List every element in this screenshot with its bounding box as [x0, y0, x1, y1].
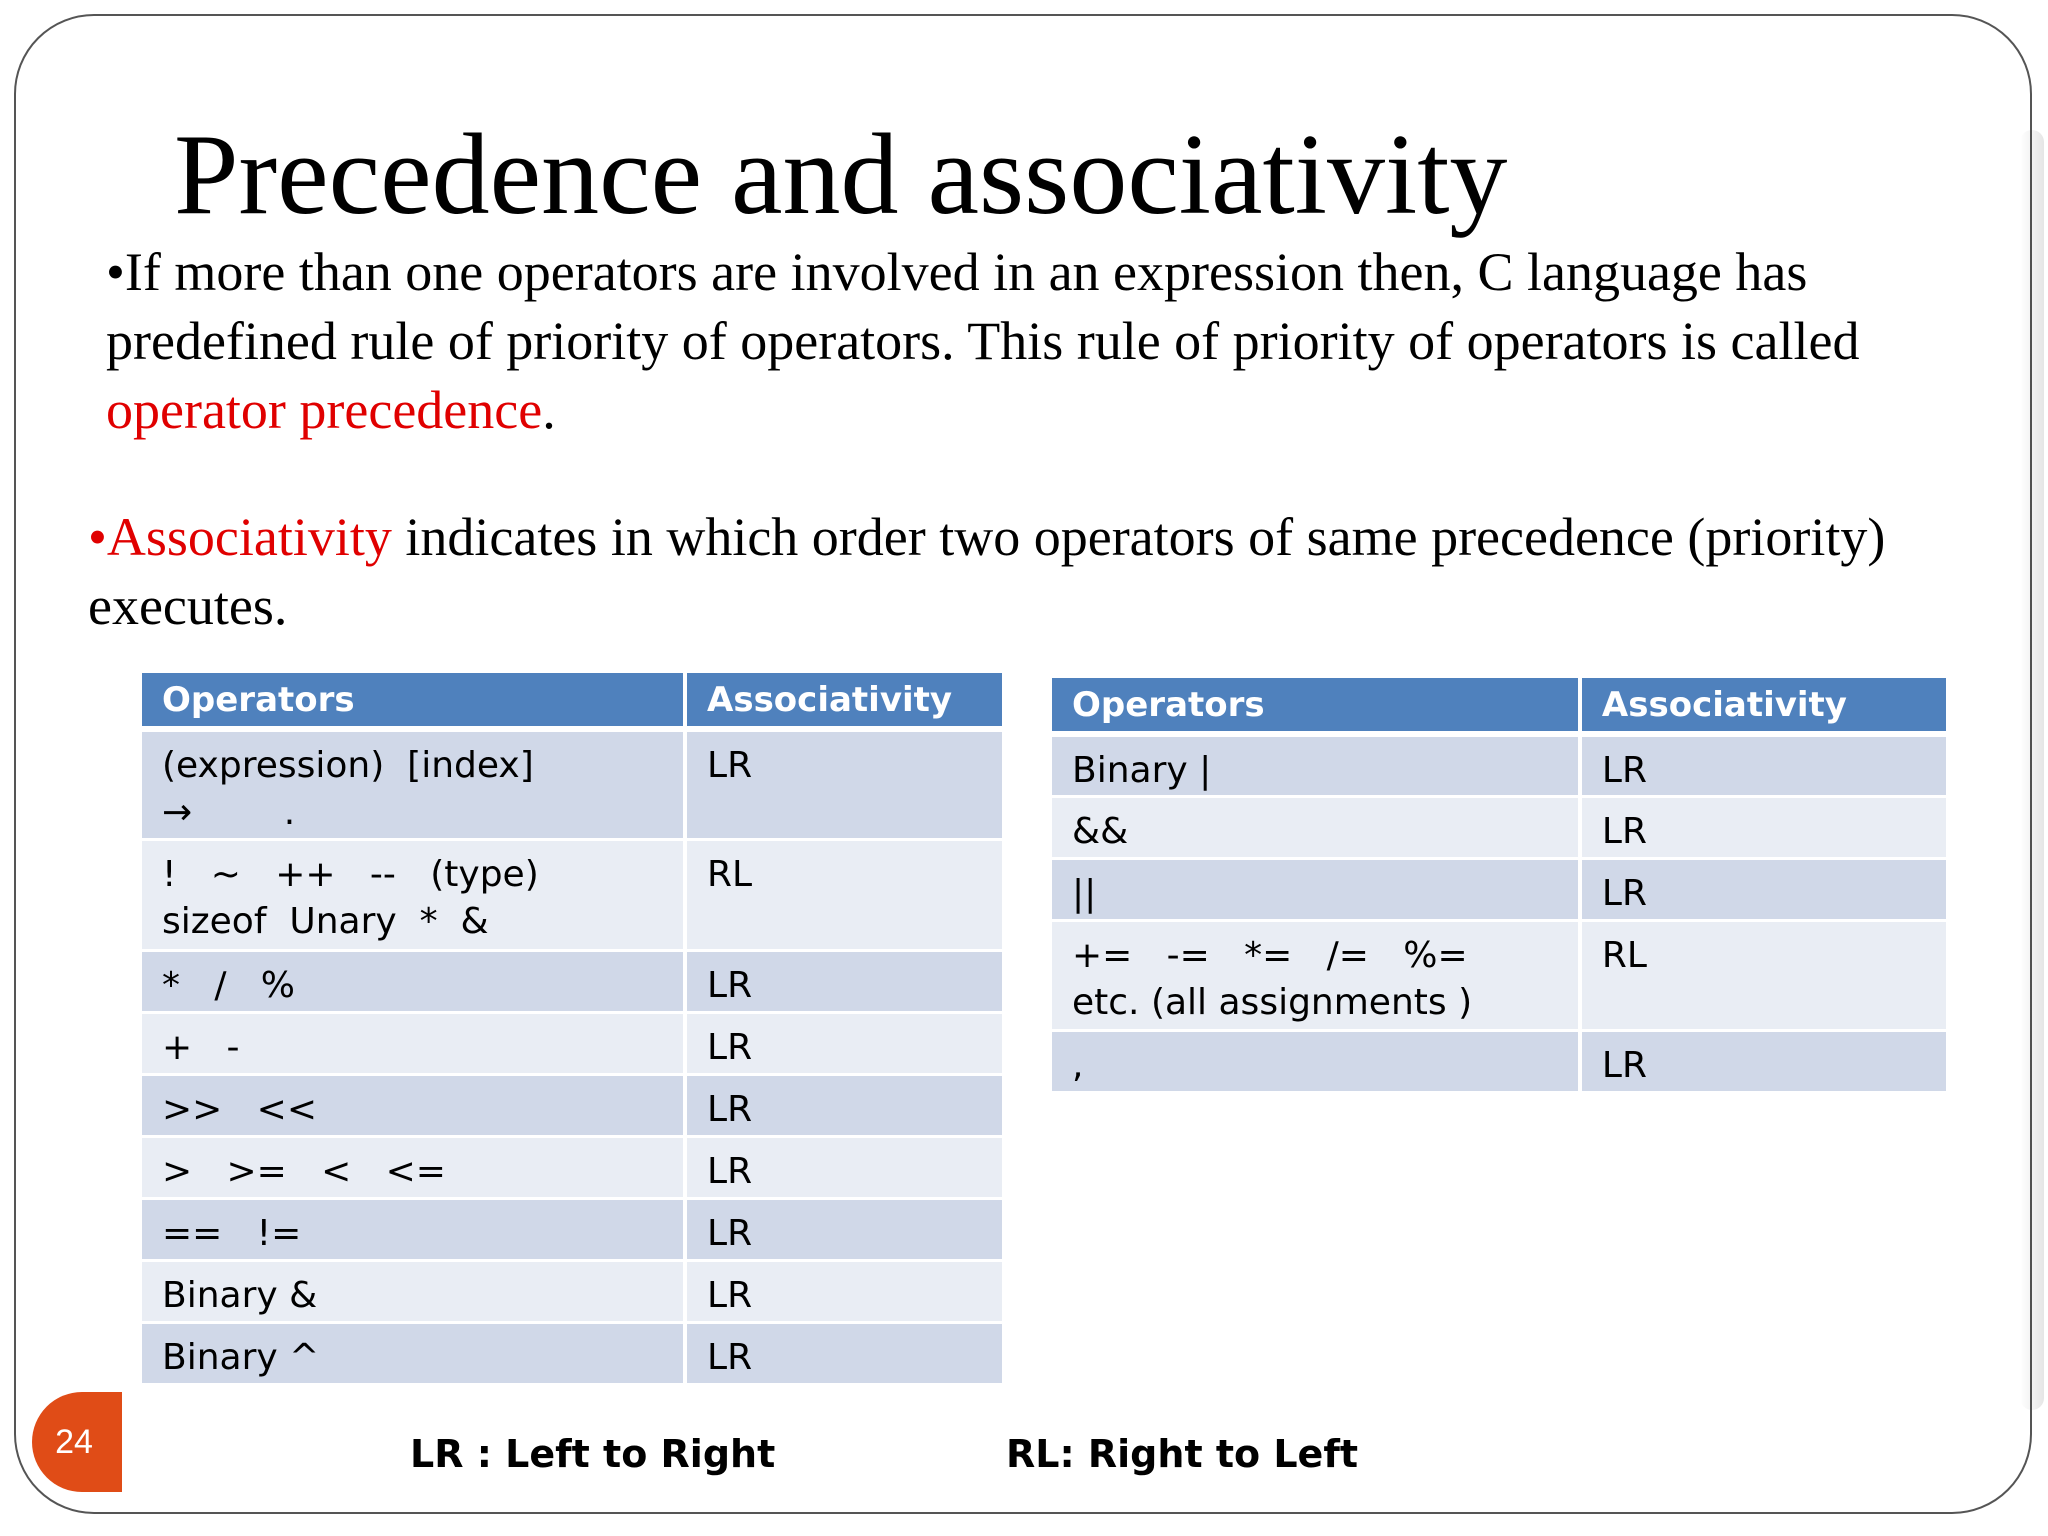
- bullet-text: If more than one operators are involved in an expression then, C language has predefined rule of priority of operators. This rule of priority of operators is called: [106, 242, 1860, 371]
- operators-cell: > >= < <=: [140, 1136, 685, 1198]
- precedence-table-left: [138, 673, 1006, 1386]
- associativity-cell: LR: [685, 1012, 1004, 1074]
- associativity-cell: RL: [1580, 920, 1948, 1030]
- slide-title: Precedence and associativity: [174, 111, 1508, 239]
- highlight-associativity: Associativity: [106, 507, 392, 567]
- table-header-row: [140, 673, 1004, 729]
- header-operators: Operators: [140, 673, 685, 729]
- operators-cell: &&: [1050, 796, 1580, 858]
- bullet-text: indicates in which order two operators of same precedence (priority) executes.: [88, 507, 1886, 636]
- legend-right-to-left: RL: Right to Left: [1006, 1432, 1359, 1476]
- associativity-cell: LR: [1580, 796, 1948, 858]
- associativity-cell: LR: [1580, 1030, 1948, 1092]
- operators-cell: == !=: [140, 1198, 685, 1260]
- table-row: [1050, 1030, 1948, 1092]
- operators-cell: ,: [1050, 1030, 1580, 1092]
- operators-cell: Binary |: [1050, 734, 1580, 796]
- table-header-row: [1050, 678, 1948, 734]
- legend-left-to-right: LR : Left to Right: [410, 1432, 776, 1476]
- associativity-cell: LR: [685, 1136, 1004, 1198]
- associativity-cell: LR: [685, 1322, 1004, 1384]
- page-number-badge: 24: [32, 1392, 122, 1492]
- header-associativity: Associativity: [685, 673, 1004, 729]
- table-row: [1050, 920, 1948, 1030]
- operators-cell: >> <<: [140, 1074, 685, 1136]
- operators-cell: += -= *= /= %= etc. (all assignments ): [1050, 920, 1580, 1030]
- associativity-cell: LR: [1580, 734, 1948, 796]
- operators-cell: ! ~ ++ -- (type) sizeof Unary * &: [140, 839, 685, 950]
- table-row: [140, 729, 1004, 839]
- precedence-table-right: [1048, 678, 1950, 1094]
- associativity-cell: LR: [685, 729, 1004, 839]
- slide-shadow: [2020, 130, 2044, 1410]
- table-row: [140, 1322, 1004, 1384]
- table-row: [140, 1074, 1004, 1136]
- operators-cell: (expression) [index] → .: [140, 729, 685, 839]
- highlight-operator-precedence: operator precedence: [106, 380, 543, 440]
- operators-cell: + -: [140, 1012, 685, 1074]
- table-row: [1050, 858, 1948, 920]
- table-row: [140, 950, 1004, 1012]
- associativity-cell: LR: [685, 1260, 1004, 1322]
- operators-cell: * / %: [140, 950, 685, 1012]
- bullet-marker: •: [88, 507, 107, 567]
- operators-cell: Binary &: [140, 1260, 685, 1322]
- table-row: [140, 1012, 1004, 1074]
- table-row: [140, 1136, 1004, 1198]
- operators-cell: Binary ^: [140, 1322, 685, 1384]
- associativity-cell: LR: [1580, 858, 1948, 920]
- table-row: [1050, 796, 1948, 858]
- bullet-marker: •: [106, 242, 125, 302]
- header-associativity: Associativity: [1580, 678, 1948, 734]
- header-operators: Operators: [1050, 678, 1580, 734]
- bullet-associativity: [88, 503, 1988, 641]
- table-row: [140, 1260, 1004, 1322]
- associativity-cell: LR: [685, 950, 1004, 1012]
- table-row: [140, 1198, 1004, 1260]
- table-row: [140, 839, 1004, 950]
- bullet-precedence: [106, 238, 2006, 445]
- operators-cell: ||: [1050, 858, 1580, 920]
- table-row: [1050, 734, 1948, 796]
- associativity-cell: RL: [685, 839, 1004, 950]
- associativity-cell: LR: [685, 1198, 1004, 1260]
- associativity-cell: LR: [685, 1074, 1004, 1136]
- bullet-end: .: [542, 380, 556, 440]
